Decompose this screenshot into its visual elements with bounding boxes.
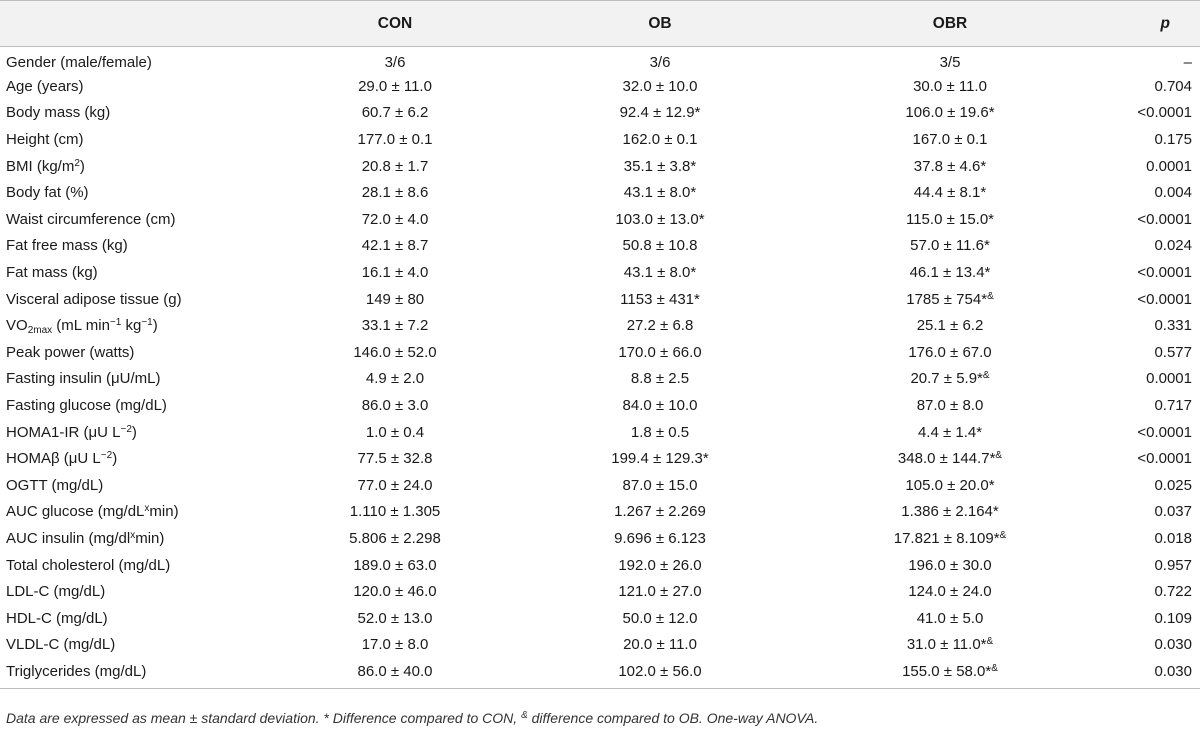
table-row bbox=[0, 578, 1200, 605]
cell-ob bbox=[510, 233, 810, 260]
row-label-pre: BMI (kg/m bbox=[6, 157, 75, 175]
cell-ob bbox=[510, 366, 810, 393]
row-label bbox=[0, 153, 280, 180]
table-row bbox=[0, 658, 1200, 688]
cell-p-value: <0.0001 bbox=[1137, 264, 1192, 282]
cell-con-value: 149 ± 80 bbox=[365, 290, 425, 308]
cell-obr-value: 1785 ± 754* bbox=[906, 290, 988, 308]
cell-p bbox=[1090, 578, 1200, 605]
cell-p bbox=[1090, 552, 1200, 579]
cell-ob bbox=[510, 339, 810, 366]
row-label-post: ) bbox=[131, 423, 137, 441]
cell-ob bbox=[510, 312, 810, 339]
cell-p bbox=[1090, 47, 1200, 74]
cell-p bbox=[1090, 445, 1200, 472]
row-label bbox=[0, 233, 280, 260]
cell-obr bbox=[810, 552, 1090, 579]
cell-ob-value: 1153 ± 431* bbox=[620, 290, 700, 308]
cell-ob bbox=[510, 206, 810, 233]
row-label-sub: 2max bbox=[27, 325, 53, 337]
row-label bbox=[0, 605, 280, 632]
footnote bbox=[6, 710, 818, 726]
cell-obr-value: 167.0 ± 0.1 bbox=[912, 131, 988, 149]
cell-ob-value: 1.8 ± 0.5 bbox=[630, 423, 690, 441]
cell-ob bbox=[510, 552, 810, 579]
table-row bbox=[0, 499, 1200, 526]
row-label bbox=[0, 179, 280, 206]
cell-con bbox=[280, 312, 510, 339]
row-label bbox=[0, 499, 280, 526]
cell-obr-value: 106.0 ± 19.6* bbox=[905, 104, 995, 122]
header-p: p bbox=[1090, 1, 1200, 47]
cell-obr-marker: & bbox=[986, 636, 994, 648]
cell-con-value: 1.110 ± 1.305 bbox=[349, 503, 441, 521]
cell-obr bbox=[810, 499, 1090, 526]
cell-con bbox=[280, 73, 510, 100]
cell-p-value: <0.0001 bbox=[1137, 423, 1192, 441]
cell-obr-value: 105.0 ± 20.0* bbox=[905, 476, 995, 494]
cell-ob-value: 121.0 ± 27.0 bbox=[618, 583, 702, 601]
row-label-text: Fat free mass (kg) bbox=[6, 237, 128, 255]
cell-p bbox=[1090, 73, 1200, 100]
cell-p-value: 0.577 bbox=[1154, 343, 1192, 361]
cell-obr-value: 30.0 ± 11.0 bbox=[913, 77, 987, 95]
cell-p bbox=[1090, 233, 1200, 260]
cell-con-value: 60.7 ± 6.2 bbox=[361, 104, 429, 122]
cell-p bbox=[1090, 525, 1200, 552]
cell-p-value: <0.0001 bbox=[1137, 210, 1192, 228]
header-ob: OB bbox=[510, 1, 810, 47]
cell-obr-marker: & bbox=[995, 450, 1003, 462]
row-label-pre: AUC glucose (mg/dL bbox=[6, 503, 145, 521]
row-label bbox=[0, 552, 280, 579]
row-label bbox=[0, 658, 280, 688]
cell-p-value: – bbox=[1183, 53, 1192, 71]
cell-ob bbox=[510, 445, 810, 472]
row-label bbox=[0, 47, 280, 74]
cell-p bbox=[1090, 419, 1200, 446]
cell-p bbox=[1090, 126, 1200, 153]
cell-ob-value: 27.2 ± 6.8 bbox=[626, 317, 694, 335]
cell-con bbox=[280, 259, 510, 286]
table-row bbox=[0, 206, 1200, 233]
row-label bbox=[0, 578, 280, 605]
cell-con bbox=[280, 179, 510, 206]
row-label-sup: 2 bbox=[74, 157, 80, 169]
footnote-sup: & bbox=[521, 710, 528, 721]
cell-ob-value: 8.8 ± 2.5 bbox=[630, 370, 690, 388]
cell-ob bbox=[510, 419, 810, 446]
cell-obr-value: 31.0 ± 11.0* bbox=[906, 636, 987, 654]
cell-con bbox=[280, 632, 510, 659]
cell-obr bbox=[810, 73, 1090, 100]
cell-p-value: 0.0001 bbox=[1146, 157, 1192, 175]
cell-con-value: 72.0 ± 4.0 bbox=[361, 210, 429, 228]
cell-obr bbox=[810, 339, 1090, 366]
cell-p bbox=[1090, 206, 1200, 233]
cell-con bbox=[280, 153, 510, 180]
cell-con-value: 146.0 ± 52.0 bbox=[353, 343, 437, 361]
cell-obr bbox=[810, 605, 1090, 632]
cell-p-value: 0.717 bbox=[1154, 397, 1192, 415]
row-label-text: Fasting insulin (μU/mL) bbox=[6, 370, 161, 388]
row-label-text: Total cholesterol (mg/dL) bbox=[6, 556, 171, 574]
table-row bbox=[0, 472, 1200, 499]
cell-con-value: 20.8 ± 1.7 bbox=[361, 157, 429, 175]
cell-con-value: 86.0 ± 40.0 bbox=[357, 662, 433, 680]
header-con: CON bbox=[280, 1, 510, 47]
cell-p-value: 0.331 bbox=[1154, 317, 1192, 335]
row-label-text: Peak power (watts) bbox=[6, 343, 135, 361]
cell-obr-value: 115.0 ± 15.0* bbox=[905, 210, 995, 228]
cell-ob bbox=[510, 73, 810, 100]
cell-obr bbox=[810, 366, 1090, 393]
cell-p bbox=[1090, 179, 1200, 206]
header-obr: OBR bbox=[810, 1, 1090, 47]
footnote-part1: Data are expressed as mean ± standard deviation. * Difference compared to CON, bbox=[6, 710, 522, 726]
cell-ob-value: 50.8 ± 10.8 bbox=[622, 237, 698, 255]
cell-obr bbox=[810, 100, 1090, 127]
cell-obr-value: 25.1 ± 6.2 bbox=[916, 317, 984, 335]
cell-con bbox=[280, 552, 510, 579]
cell-obr bbox=[810, 392, 1090, 419]
cell-con-value: 4.9 ± 2.0 bbox=[365, 370, 425, 388]
cell-obr bbox=[810, 445, 1090, 472]
cell-ob bbox=[510, 578, 810, 605]
row-label bbox=[0, 392, 280, 419]
table-row bbox=[0, 312, 1200, 339]
table-row bbox=[0, 552, 1200, 579]
cell-p bbox=[1090, 658, 1200, 688]
cell-p-value: 0.025 bbox=[1154, 476, 1192, 494]
row-label-pre: HOMAβ (μU L bbox=[6, 450, 101, 468]
cell-obr bbox=[810, 179, 1090, 206]
cell-ob-value: 35.1 ± 3.8* bbox=[623, 157, 697, 175]
cell-con bbox=[280, 233, 510, 260]
cell-obr bbox=[810, 259, 1090, 286]
cell-ob-value: 43.1 ± 8.0* bbox=[623, 184, 697, 202]
cell-obr bbox=[810, 312, 1090, 339]
cell-con-value: 77.0 ± 24.0 bbox=[357, 476, 433, 494]
cell-p-value: 0.018 bbox=[1154, 529, 1192, 547]
table-row bbox=[0, 605, 1200, 632]
table-row bbox=[0, 47, 1200, 74]
row-label bbox=[0, 286, 280, 313]
cell-ob bbox=[510, 259, 810, 286]
cell-p bbox=[1090, 312, 1200, 339]
row-label-text: HDL-C (mg/dL) bbox=[6, 609, 108, 627]
cell-con bbox=[280, 366, 510, 393]
cell-ob bbox=[510, 525, 810, 552]
cell-ob-value: 192.0 ± 26.0 bbox=[618, 556, 702, 574]
header-row bbox=[0, 1, 1200, 47]
cell-p bbox=[1090, 605, 1200, 632]
cell-obr-marker: & bbox=[991, 662, 998, 674]
cell-con bbox=[280, 472, 510, 499]
table-row bbox=[0, 100, 1200, 127]
row-label bbox=[0, 419, 280, 446]
cell-p-value: 0.0001 bbox=[1146, 370, 1192, 388]
cell-ob bbox=[510, 47, 810, 74]
row-label-sup2: −1 bbox=[141, 317, 153, 329]
cell-obr bbox=[810, 126, 1090, 153]
cell-obr-marker: & bbox=[999, 529, 1007, 541]
cell-obr bbox=[810, 153, 1090, 180]
cell-p bbox=[1090, 499, 1200, 526]
footnote-part2: difference compared to OB. One-way ANOVA. bbox=[527, 710, 819, 726]
cell-ob bbox=[510, 499, 810, 526]
row-label bbox=[0, 366, 280, 393]
cell-p-value: <0.0001 bbox=[1137, 450, 1192, 468]
row-label-text: OGTT (mg/dL) bbox=[6, 476, 104, 494]
cell-p bbox=[1090, 259, 1200, 286]
cell-p bbox=[1090, 632, 1200, 659]
cell-obr-value: 124.0 ± 24.0 bbox=[908, 583, 992, 601]
table-row bbox=[0, 445, 1200, 472]
table-row bbox=[0, 179, 1200, 206]
cell-ob bbox=[510, 286, 810, 313]
cell-obr bbox=[810, 658, 1090, 688]
cell-con-value: 86.0 ± 3.0 bbox=[361, 397, 429, 415]
cell-ob-value: 84.0 ± 10.0 bbox=[622, 397, 698, 415]
table-row bbox=[0, 233, 1200, 260]
cell-obr-value: 4.4 ± 1.4* bbox=[917, 423, 983, 441]
cell-con bbox=[280, 578, 510, 605]
row-label-text: Fat mass (kg) bbox=[6, 264, 98, 282]
row-label-post: ) bbox=[112, 450, 118, 468]
cell-obr-value: 176.0 ± 67.0 bbox=[908, 343, 992, 361]
cell-con bbox=[280, 525, 510, 552]
cell-con-value: 52.0 ± 13.0 bbox=[357, 609, 433, 627]
row-label bbox=[0, 445, 280, 472]
cell-con bbox=[280, 286, 510, 313]
table-row bbox=[0, 366, 1200, 393]
cell-ob bbox=[510, 632, 810, 659]
cell-ob-value: 199.4 ± 129.3* bbox=[611, 450, 709, 468]
cell-obr-value: 1.386 ± 2.164* bbox=[901, 503, 999, 521]
table-row bbox=[0, 153, 1200, 180]
row-label bbox=[0, 472, 280, 499]
row-label-post: ) bbox=[79, 157, 85, 175]
cell-con-value: 42.1 ± 8.7 bbox=[361, 237, 429, 255]
row-label-post: min) bbox=[149, 503, 179, 521]
cell-ob-value: 170.0 ± 66.0 bbox=[618, 343, 702, 361]
cell-obr bbox=[810, 525, 1090, 552]
cell-p-value: 0.037 bbox=[1154, 503, 1192, 521]
cell-obr bbox=[810, 206, 1090, 233]
cell-con bbox=[280, 206, 510, 233]
cell-obr-value: 348.0 ± 144.7* bbox=[897, 450, 996, 468]
cell-con-value: 5.806 ± 2.298 bbox=[349, 529, 441, 547]
cell-ob-value: 103.0 ± 13.0* bbox=[615, 210, 705, 228]
cell-p bbox=[1090, 286, 1200, 313]
row-label-text: Gender (male/female) bbox=[6, 53, 152, 71]
cell-obr-value: 17.821 ± 8.109* bbox=[893, 529, 1000, 547]
row-label bbox=[0, 126, 280, 153]
cell-obr bbox=[810, 472, 1090, 499]
row-label-sup: −2 bbox=[100, 450, 113, 462]
cell-obr-value: 46.1 ± 13.4* bbox=[909, 264, 991, 282]
cell-p-value: 0.175 bbox=[1154, 131, 1192, 149]
row-label bbox=[0, 73, 280, 100]
cell-ob-value: 92.4 ± 12.9* bbox=[619, 104, 701, 122]
cell-con-value: 33.1 ± 7.2 bbox=[361, 317, 429, 335]
cell-con bbox=[280, 445, 510, 472]
cell-p bbox=[1090, 100, 1200, 127]
row-label-text: Age (years) bbox=[6, 77, 84, 95]
row-label bbox=[0, 206, 280, 233]
cell-ob bbox=[510, 153, 810, 180]
row-label-text: Visceral adipose tissue (g) bbox=[6, 290, 182, 308]
table-row bbox=[0, 392, 1200, 419]
row-label-sup: x bbox=[144, 503, 150, 515]
cell-p-value: 0.024 bbox=[1154, 237, 1192, 255]
cell-con-value: 1.0 ± 0.4 bbox=[365, 423, 425, 441]
cell-obr-value: 3/5 bbox=[939, 53, 961, 71]
cell-p-value: 0.004 bbox=[1154, 184, 1192, 202]
cell-con-value: 17.0 ± 8.0 bbox=[361, 636, 429, 654]
cell-obr-value: 41.0 ± 5.0 bbox=[916, 609, 984, 627]
cell-obr-marker: & bbox=[987, 290, 994, 302]
cell-ob-value: 3/6 bbox=[649, 53, 671, 71]
cell-p bbox=[1090, 339, 1200, 366]
row-label-post: min) bbox=[135, 529, 165, 547]
cell-ob bbox=[510, 392, 810, 419]
row-label-pre: AUC insulin (mg/dl bbox=[6, 529, 131, 547]
table-row bbox=[0, 259, 1200, 286]
cell-obr-value: 37.8 ± 4.6* bbox=[913, 157, 987, 175]
cell-p bbox=[1090, 392, 1200, 419]
cell-obr-value: 57.0 ± 11.6* bbox=[910, 237, 990, 255]
cell-ob-value: 87.0 ± 15.0 bbox=[622, 476, 698, 494]
cell-ob bbox=[510, 605, 810, 632]
cell-con bbox=[280, 47, 510, 74]
cell-con-value: 77.5 ± 32.8 bbox=[357, 450, 433, 468]
cell-con-value: 177.0 ± 0.1 bbox=[357, 131, 433, 149]
row-label-text: Body fat (%) bbox=[6, 184, 89, 202]
cell-con-value: 120.0 ± 46.0 bbox=[353, 583, 437, 601]
row-label bbox=[0, 632, 280, 659]
cell-ob-value: 9.696 ± 6.123 bbox=[614, 529, 706, 547]
cell-ob bbox=[510, 179, 810, 206]
cell-p-value: <0.0001 bbox=[1137, 104, 1192, 122]
cell-p bbox=[1090, 153, 1200, 180]
cell-p-value: 0.722 bbox=[1154, 583, 1192, 601]
table-body bbox=[0, 47, 1200, 689]
cell-p-value: 0.030 bbox=[1154, 636, 1192, 654]
cell-obr bbox=[810, 578, 1090, 605]
cell-con bbox=[280, 100, 510, 127]
cell-ob-value: 43.1 ± 8.0* bbox=[623, 264, 697, 282]
cell-con-value: 29.0 ± 11.0 bbox=[358, 77, 432, 95]
cell-obr-value: 155.0 ± 58.0* bbox=[902, 662, 992, 680]
row-label-pre: HOMA1-IR (μU L bbox=[6, 423, 121, 441]
cell-obr-value: 87.0 ± 8.0 bbox=[916, 397, 984, 415]
row-label-text: Fasting glucose (mg/dL) bbox=[6, 397, 167, 415]
cell-ob-value: 20.0 ± 11.0 bbox=[623, 636, 697, 654]
row-label bbox=[0, 100, 280, 127]
row-label bbox=[0, 312, 280, 339]
cell-p-value: 0.109 bbox=[1154, 609, 1192, 627]
cell-p-value: 0.704 bbox=[1154, 77, 1192, 95]
cell-ob-value: 32.0 ± 10.0 bbox=[622, 77, 698, 95]
table-row bbox=[0, 419, 1200, 446]
cell-obr bbox=[810, 233, 1090, 260]
cell-ob bbox=[510, 472, 810, 499]
cell-con-value: 28.1 ± 8.6 bbox=[361, 184, 429, 202]
cell-obr-value: 44.4 ± 8.1* bbox=[913, 184, 987, 202]
row-label-text: Waist circumference (cm) bbox=[6, 210, 176, 228]
cell-obr-value: 196.0 ± 30.0 bbox=[908, 556, 992, 574]
cell-ob bbox=[510, 658, 810, 688]
cell-con bbox=[280, 419, 510, 446]
cell-obr bbox=[810, 47, 1090, 74]
cell-p-value: 0.957 bbox=[1154, 556, 1192, 574]
cell-obr-value: 20.7 ± 5.9* bbox=[910, 370, 983, 388]
cell-p bbox=[1090, 472, 1200, 499]
row-label-text: LDL-C (mg/dL) bbox=[6, 583, 106, 601]
table-row bbox=[0, 126, 1200, 153]
cell-con bbox=[280, 605, 510, 632]
cell-ob-value: 102.0 ± 56.0 bbox=[618, 662, 702, 680]
cell-ob bbox=[510, 100, 810, 127]
cell-con bbox=[280, 392, 510, 419]
table-row bbox=[0, 632, 1200, 659]
cell-ob bbox=[510, 126, 810, 153]
row-label bbox=[0, 259, 280, 286]
cell-con-value: 3/6 bbox=[384, 53, 406, 71]
row-label-sup: −2 bbox=[120, 423, 132, 435]
row-label bbox=[0, 525, 280, 552]
row-label bbox=[0, 339, 280, 366]
cell-obr bbox=[810, 419, 1090, 446]
row-label-post2: kg bbox=[121, 317, 142, 335]
cell-p-value: 0.030 bbox=[1154, 662, 1192, 680]
cell-obr bbox=[810, 286, 1090, 313]
cell-con bbox=[280, 126, 510, 153]
cell-obr-marker: & bbox=[982, 370, 990, 382]
cell-con-value: 16.1 ± 4.0 bbox=[361, 264, 429, 282]
table-row bbox=[0, 73, 1200, 100]
row-label-post3: ) bbox=[152, 317, 158, 335]
table-row bbox=[0, 286, 1200, 313]
row-label-post: (mL min bbox=[52, 317, 110, 335]
table-row bbox=[0, 339, 1200, 366]
row-label-text: Body mass (kg) bbox=[6, 104, 111, 122]
cell-ob-value: 50.0 ± 12.0 bbox=[622, 609, 698, 627]
table-row bbox=[0, 525, 1200, 552]
cell-p bbox=[1090, 366, 1200, 393]
header-empty bbox=[0, 1, 280, 47]
row-label-text: Triglycerides (mg/dL) bbox=[6, 662, 147, 680]
row-label-pre: VO bbox=[6, 317, 28, 335]
cell-ob-value: 162.0 ± 0.1 bbox=[622, 131, 698, 149]
row-label-text: Height (cm) bbox=[6, 131, 84, 149]
row-label-text: VLDL-C (mg/dL) bbox=[6, 636, 116, 654]
cell-con bbox=[280, 658, 510, 688]
cell-p-value: <0.0001 bbox=[1137, 290, 1192, 308]
cell-con-value: 189.0 ± 63.0 bbox=[353, 556, 437, 574]
cell-con bbox=[280, 339, 510, 366]
row-label-sup: −1 bbox=[109, 317, 122, 329]
cell-ob-value: 1.267 ± 2.269 bbox=[614, 503, 706, 521]
cell-obr bbox=[810, 632, 1090, 659]
cell-con bbox=[280, 499, 510, 526]
row-label-sup: x bbox=[130, 529, 136, 541]
